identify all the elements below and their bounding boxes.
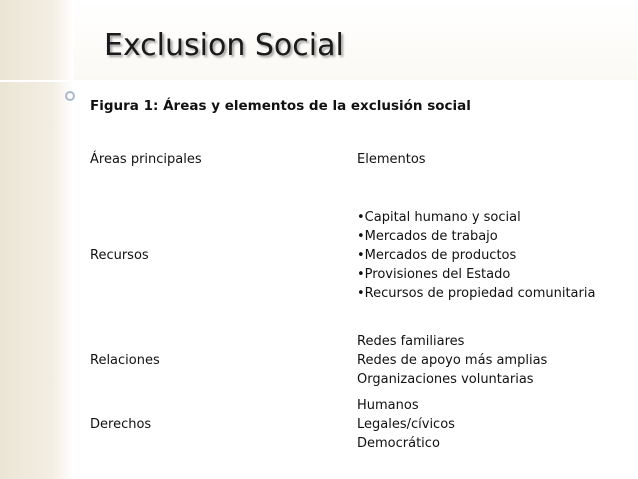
slide-title: Exclusion Social: [104, 28, 344, 63]
header-elements: Elementos: [357, 152, 426, 167]
left-decor-band: [0, 0, 74, 479]
elements-list-derechos: [357, 396, 455, 453]
list-item: Redes familiares: [357, 334, 465, 349]
list-item: •Provisiones del Estado: [357, 267, 511, 282]
area-label-derechos: Derechos: [90, 417, 152, 432]
area-label-relaciones: Relaciones: [90, 353, 160, 368]
vertical-divider-line: [72, 0, 74, 479]
list-item: Organizaciones voluntarias: [357, 372, 534, 387]
list-item: Humanos: [357, 398, 419, 413]
list-item: Democrático: [357, 436, 440, 451]
list-item: •Mercados de trabajo: [357, 229, 498, 244]
decor-circle-icon: [65, 91, 75, 101]
area-label-recursos: Recursos: [90, 248, 149, 263]
elements-list-relaciones: [357, 332, 547, 389]
list-item: •Recursos de propiedad comunitaria: [357, 286, 596, 301]
header-areas: Áreas principales: [90, 152, 202, 167]
list-item: Legales/cívicos: [357, 417, 455, 432]
list-item: Redes de apoyo más amplias: [357, 353, 548, 368]
list-item: •Mercados de productos: [357, 248, 517, 263]
list-item: •Capital humano y social: [357, 210, 521, 225]
figure-caption: Figura 1: Áreas y elementos de la exclusión social: [90, 98, 471, 114]
horizontal-divider-line: [0, 80, 638, 82]
elements-list-recursos: [357, 208, 595, 303]
